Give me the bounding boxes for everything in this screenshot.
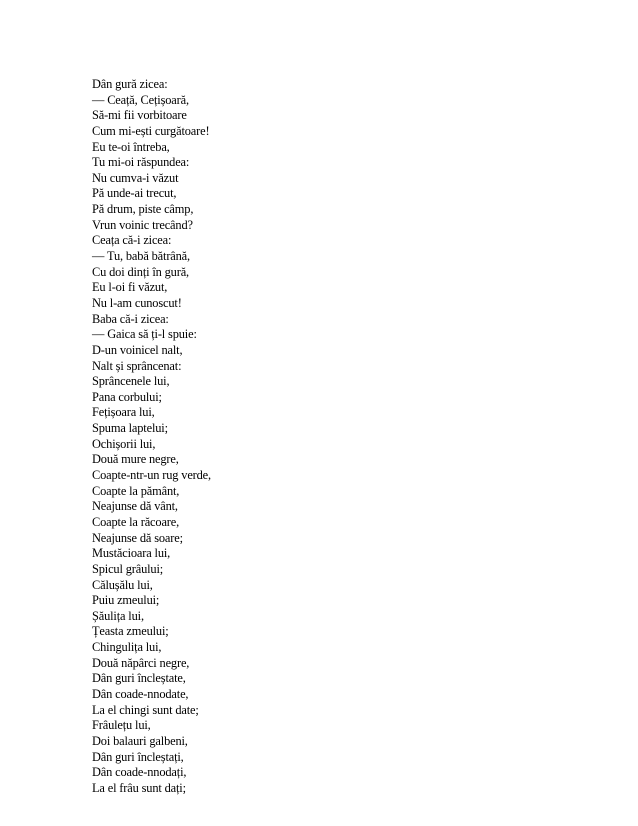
poem-line: Doi balauri galbeni, bbox=[92, 733, 188, 748]
poem-line: Ochișorii lui, bbox=[92, 436, 156, 451]
poem-line: — Tu, babă bătrână, bbox=[92, 249, 190, 264]
poem-text bbox=[92, 77, 211, 796]
poem-line: D-un voinicel nalt, bbox=[92, 342, 183, 357]
poem-line: — Gaica să ți-l spuie: bbox=[92, 327, 197, 342]
poem-line: Ceața că-i zicea: bbox=[92, 233, 172, 248]
poem-line: Nu l-am cunoscut! bbox=[92, 295, 182, 310]
poem-line: Spuma laptelui; bbox=[92, 421, 168, 436]
poem-line: Coapte la răcoare, bbox=[92, 514, 180, 529]
poem-line: — Ceață, Cețișoară, bbox=[92, 92, 189, 107]
poem-line: Tu mi-oi răspundea: bbox=[92, 155, 190, 170]
poem-line: La el chingi sunt date; bbox=[92, 702, 199, 717]
poem-line: Să-mi fii vorbitoare bbox=[92, 108, 187, 123]
poem-line: Sprâncenele lui, bbox=[92, 374, 170, 389]
poem-line: Țeasta zmeului; bbox=[92, 624, 169, 639]
poem-line: Eu te-oi întreba, bbox=[92, 139, 170, 154]
poem-line: Călușălu lui, bbox=[92, 577, 153, 592]
poem-line: Nu cumva-i văzut bbox=[92, 170, 179, 185]
poem-line: Eu l-oi fi văzut, bbox=[92, 280, 168, 295]
poem-line: Vrun voinic trecând? bbox=[92, 217, 193, 232]
poem-line: Dân gură zicea: bbox=[92, 77, 168, 91]
poem-line: Spicul grâului; bbox=[92, 561, 164, 576]
poem-line: Dân guri încleștați, bbox=[92, 749, 184, 764]
poem-line: Mustăcioara lui, bbox=[92, 546, 171, 561]
poem-line: Pă drum, piste câmp, bbox=[92, 202, 194, 217]
poem-line: Două năpârci negre, bbox=[92, 655, 190, 670]
poem-line: Nalt și sprâncenat: bbox=[92, 358, 182, 373]
poem-line: Două mure negre, bbox=[92, 452, 179, 467]
poem-line: Coapte-ntr-un rug verde, bbox=[92, 468, 211, 483]
poem-line: Puiu zmeului; bbox=[92, 593, 160, 608]
poem-line: La el frâu sunt dați; bbox=[92, 780, 186, 795]
poem-line: Dân guri încleștate, bbox=[92, 671, 186, 686]
poem-line: Fețișoara lui, bbox=[92, 405, 155, 420]
poem-line: Baba că-i zicea: bbox=[92, 311, 169, 326]
poem-line: Cum mi-ești curgătoare! bbox=[92, 123, 210, 138]
poem-line: Pana corbului; bbox=[92, 389, 162, 404]
poem-line: Șăulița lui, bbox=[92, 608, 144, 623]
poem-line: Pă unde-ai trecut, bbox=[92, 186, 177, 201]
poem-line: Chingulița lui, bbox=[92, 640, 162, 655]
poem-line: Coapte la pământ, bbox=[92, 483, 180, 498]
poem-line: Frâulețu lui, bbox=[92, 718, 151, 733]
poem-line: Cu doi dinți în gură, bbox=[92, 264, 190, 279]
poem-line: Dân coade-nnodate, bbox=[92, 686, 189, 701]
poem-line: Dân coade-nnodați, bbox=[92, 765, 187, 780]
poem-line: Neajunse dă vânt, bbox=[92, 499, 178, 514]
poem-line: Neajunse dă soare; bbox=[92, 530, 183, 545]
